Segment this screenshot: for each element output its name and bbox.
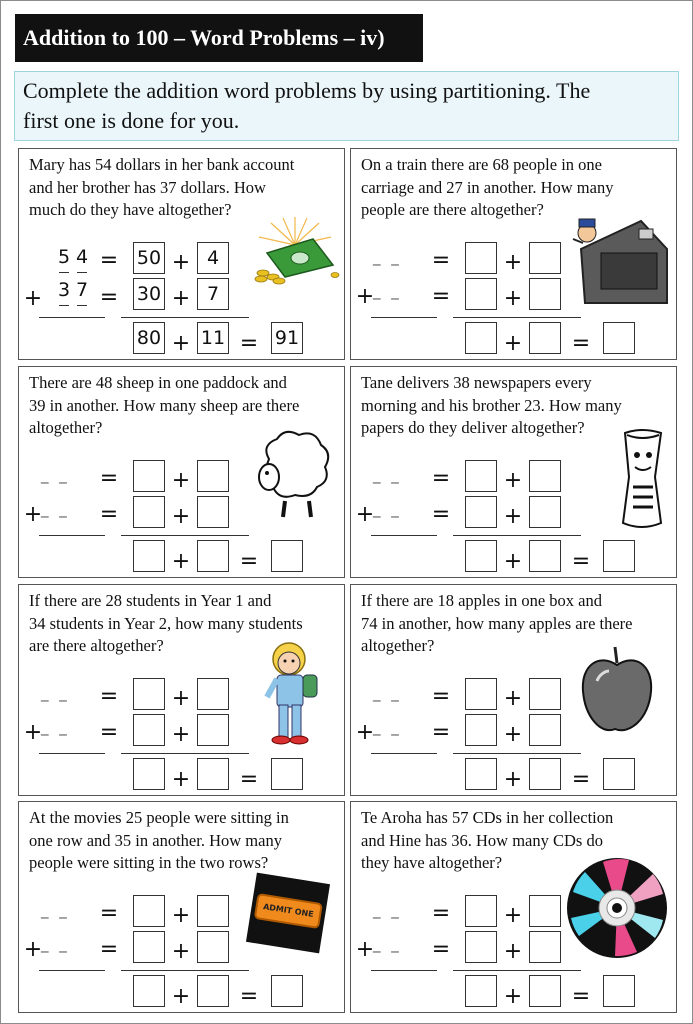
total-box[interactable]: [603, 322, 635, 354]
equals-sign: =: [99, 684, 119, 709]
problem-text-line: On a train there are 68 people in one: [361, 155, 602, 174]
ones-answer-box[interactable]: [197, 678, 229, 710]
equals-sign: =: [431, 466, 451, 491]
tens-answer-box[interactable]: [133, 895, 165, 927]
ones-answer-box[interactable]: [197, 931, 229, 963]
sum-ones-box[interactable]: [529, 322, 561, 354]
equals-sign: =: [99, 466, 119, 491]
sum-tens-box[interactable]: [465, 758, 497, 790]
number-blank: _ _: [373, 500, 402, 518]
ticket-label: ADMIT ONE: [254, 893, 323, 929]
number-blank: _ _: [373, 935, 402, 953]
sum-line: [121, 970, 249, 971]
plus-sign: +: [171, 331, 191, 356]
sheep-icon: [257, 429, 331, 519]
problem-panel-7: [18, 801, 345, 1013]
sum-ones-box[interactable]: [529, 758, 561, 790]
number-blank: _ _: [373, 248, 402, 266]
equals-sign: =: [99, 285, 119, 310]
tens-answer-box[interactable]: [133, 496, 165, 528]
digit-underline: [77, 272, 87, 273]
tens-box-b: 30: [133, 278, 165, 310]
problem-text-line: 74 in another, how many apples are there: [361, 613, 633, 633]
sum-tens-box[interactable]: [133, 540, 165, 572]
sum-line: [121, 535, 249, 536]
ticket-icon: [246, 873, 330, 954]
equals-sign: =: [99, 720, 119, 745]
plus-sign: +: [503, 722, 523, 747]
sum-tens-box[interactable]: [465, 975, 497, 1007]
number-blank: _ _: [373, 718, 402, 736]
sum-line: [453, 970, 581, 971]
tens-answer-box[interactable]: [133, 931, 165, 963]
ones-answer-box[interactable]: [197, 714, 229, 746]
problem-text-line: one row and 35 in another. How many: [29, 830, 282, 850]
problem-text-line: papers do they deliver altogether?: [361, 418, 585, 437]
number-blank: _ _: [373, 901, 402, 919]
total-box: 91: [271, 322, 303, 354]
number-blank: _ _: [373, 684, 402, 702]
plus-sign: +: [503, 939, 523, 964]
equals-sign: =: [99, 901, 119, 926]
equals-sign: =: [571, 331, 591, 356]
equals-sign: =: [431, 720, 451, 745]
problem-text-line: Mary has 54 dollars in her bank account: [29, 155, 295, 174]
problem-text-line: If there are 28 students in Year 1 and: [29, 591, 272, 610]
equals-sign: =: [431, 901, 451, 926]
sum-tens-box[interactable]: [465, 322, 497, 354]
sum-tens-box[interactable]: [133, 758, 165, 790]
ones-answer-box[interactable]: [529, 895, 561, 927]
problem-text-line: and Hine has 36. How many CDs do: [361, 830, 603, 850]
tens-answer-box[interactable]: [133, 714, 165, 746]
sum-line: [39, 317, 105, 318]
number-blank: _ _: [373, 466, 402, 484]
number-blank: _ _: [41, 466, 70, 484]
plus-sign: +: [503, 331, 523, 356]
sum-ones-box[interactable]: [197, 758, 229, 790]
plus-sign: +: [23, 937, 43, 962]
plus-sign: +: [171, 722, 191, 747]
problem-text-line: much do they have altogether?: [29, 200, 232, 219]
sum-line: [371, 970, 437, 971]
train-icon: [571, 209, 673, 309]
digit-tens-b: 3: [57, 279, 71, 301]
sum-line: [371, 753, 437, 754]
ones-answer-box[interactable]: [529, 242, 561, 274]
equals-sign: =: [431, 502, 451, 527]
sum-tens-box[interactable]: [133, 975, 165, 1007]
number-blank: _ _: [41, 684, 70, 702]
total-box[interactable]: [603, 975, 635, 1007]
digit-ones-a: 4: [75, 246, 89, 268]
total-box[interactable]: [271, 540, 303, 572]
number-blank: _ _: [41, 500, 70, 518]
equals-sign: =: [99, 248, 119, 273]
tens-answer-box[interactable]: [465, 931, 497, 963]
tens-answer-box[interactable]: [465, 895, 497, 927]
problem-text: [29, 807, 340, 875]
ones-answer-box[interactable]: [197, 496, 229, 528]
digit-tens-a: 5: [57, 246, 71, 268]
equals-sign: =: [239, 549, 259, 574]
equals-sign: =: [571, 767, 591, 792]
sum-line: [39, 535, 105, 536]
sum-line: [371, 317, 437, 318]
ones-answer-box[interactable]: [197, 460, 229, 492]
problem-panel-3: [18, 366, 345, 578]
problem-text-line: carriage and 27 in another. How many: [361, 177, 614, 197]
ones-answer-box[interactable]: [529, 496, 561, 528]
plus-sign: +: [503, 767, 523, 792]
tens-answer-box[interactable]: [465, 278, 497, 310]
equals-sign: =: [99, 502, 119, 527]
equals-sign: =: [99, 937, 119, 962]
problem-text-line: 39 in another. How many sheep are there: [29, 395, 300, 415]
problem-text-line: There are 48 sheep in one paddock and: [29, 373, 287, 392]
problem-panel-4: [350, 366, 677, 578]
equals-sign: =: [431, 937, 451, 962]
money-icon: [249, 215, 341, 285]
plus-sign: +: [503, 984, 523, 1009]
plus-sign: +: [23, 502, 43, 527]
problem-text-line: 34 students in Year 2, how many students: [29, 613, 303, 633]
problem-panel-8: [350, 801, 677, 1013]
plus-sign: +: [503, 549, 523, 574]
problem-text: [29, 154, 340, 222]
ones-answer-box[interactable]: [529, 678, 561, 710]
ones-answer-box[interactable]: [529, 460, 561, 492]
plus-sign: +: [171, 686, 191, 711]
sum-tens-box[interactable]: [465, 540, 497, 572]
plus-sign: +: [23, 720, 43, 745]
apple-icon: [579, 645, 655, 737]
problem-panel-2: [350, 148, 677, 360]
plus-sign: +: [171, 767, 191, 792]
problem-text-line: altogether?: [29, 418, 103, 437]
plus-sign: +: [171, 250, 191, 275]
tens-answer-box[interactable]: [133, 460, 165, 492]
number-blank: _ _: [373, 282, 402, 300]
plus-sign: +: [355, 937, 375, 962]
plus-sign: +: [503, 686, 523, 711]
total-box[interactable]: [603, 758, 635, 790]
number-blank: _ _: [41, 901, 70, 919]
tens-answer-box[interactable]: [133, 678, 165, 710]
problem-text-line: Te Aroha has 57 CDs in her collection: [361, 808, 614, 827]
newspaper-icon: [617, 427, 667, 531]
problem-panel-5: [18, 584, 345, 796]
equals-sign: =: [431, 684, 451, 709]
plus-sign: +: [171, 504, 191, 529]
sum-line: [121, 753, 249, 754]
plus-sign: +: [355, 502, 375, 527]
problem-text-line: If there are 18 apples in one box and: [361, 591, 602, 610]
ones-answer-box[interactable]: [529, 278, 561, 310]
number-blank: _ _: [41, 935, 70, 953]
sum-tens-box: 80: [133, 322, 165, 354]
plus-sign: +: [355, 284, 375, 309]
sum-line: [39, 753, 105, 754]
digit-underline: [59, 305, 69, 306]
digit-underline: [59, 272, 69, 273]
digit-underline: [77, 305, 87, 306]
sum-ones-box[interactable]: [197, 540, 229, 572]
problem-text-line: At the movies 25 people were sitting in: [29, 808, 289, 827]
sum-ones-box[interactable]: [197, 975, 229, 1007]
equals-sign: =: [431, 284, 451, 309]
problem-text-line: morning and his brother 23. How many: [361, 395, 622, 415]
number-blank: _ _: [41, 718, 70, 736]
plus-sign: +: [171, 468, 191, 493]
plus-sign: +: [171, 549, 191, 574]
instructions-line-1: Complete the addition word problems by using partitioning. The: [23, 78, 591, 103]
equals-sign: =: [239, 767, 259, 792]
problem-text-line: people are there altogether?: [361, 200, 544, 219]
sum-line: [39, 970, 105, 971]
sum-line: [371, 535, 437, 536]
ones-box-a: 4: [197, 242, 229, 274]
cd-icon: [565, 856, 669, 960]
sum-line: [453, 753, 581, 754]
plus-sign: +: [171, 903, 191, 928]
tens-box-a: 50: [133, 242, 165, 274]
equals-sign: =: [571, 984, 591, 1009]
tens-answer-box[interactable]: [465, 460, 497, 492]
plus-sign: +: [503, 903, 523, 928]
equals-sign: =: [239, 984, 259, 1009]
total-box[interactable]: [603, 540, 635, 572]
plus-sign: +: [171, 939, 191, 964]
tens-answer-box[interactable]: [465, 714, 497, 746]
sum-ones-box: 11: [197, 322, 229, 354]
ones-answer-box[interactable]: [529, 714, 561, 746]
plus-sign: +: [171, 286, 191, 311]
problem-text-line: people were sitting in the two rows?: [29, 853, 269, 872]
instructions-box: [14, 71, 679, 141]
student-icon: [263, 639, 323, 747]
problem-panel-6: [350, 584, 677, 796]
sum-ones-box[interactable]: [529, 540, 561, 572]
total-box[interactable]: [271, 975, 303, 1007]
sum-line: [453, 317, 581, 318]
problem-text-line: are there altogether?: [29, 636, 164, 655]
ones-answer-box[interactable]: [197, 895, 229, 927]
sum-ones-box[interactable]: [529, 975, 561, 1007]
plus-sign: +: [171, 984, 191, 1009]
sum-line: [121, 317, 249, 318]
sum-line: [453, 535, 581, 536]
tens-answer-box[interactable]: [465, 678, 497, 710]
tens-answer-box[interactable]: [465, 496, 497, 528]
problem-text-line: and her brother has 37 dollars. How: [29, 177, 266, 197]
problem-panel-1: [18, 148, 345, 360]
ones-answer-box[interactable]: [529, 931, 561, 963]
equals-sign: =: [239, 331, 259, 356]
tens-answer-box[interactable]: [465, 242, 497, 274]
plus-sign: +: [503, 250, 523, 275]
plus-sign: +: [355, 720, 375, 745]
page-title: Addition to 100 – Word Problems – iv): [15, 14, 423, 62]
equals-sign: =: [571, 549, 591, 574]
total-box[interactable]: [271, 758, 303, 790]
digit-ones-b: 7: [75, 279, 89, 301]
plus-sign: +: [503, 504, 523, 529]
plus-sign: +: [503, 286, 523, 311]
ones-box-b: 7: [197, 278, 229, 310]
problem-text-line: altogether?: [361, 636, 435, 655]
problem-text-line: they have altogether?: [361, 853, 503, 872]
plus-sign: +: [503, 468, 523, 493]
problem-text-line: Tane delivers 38 newspapers every: [361, 373, 592, 392]
equals-sign: =: [431, 248, 451, 273]
instructions-line-2: first one is done for you.: [23, 108, 240, 133]
plus-sign: +: [23, 286, 43, 311]
